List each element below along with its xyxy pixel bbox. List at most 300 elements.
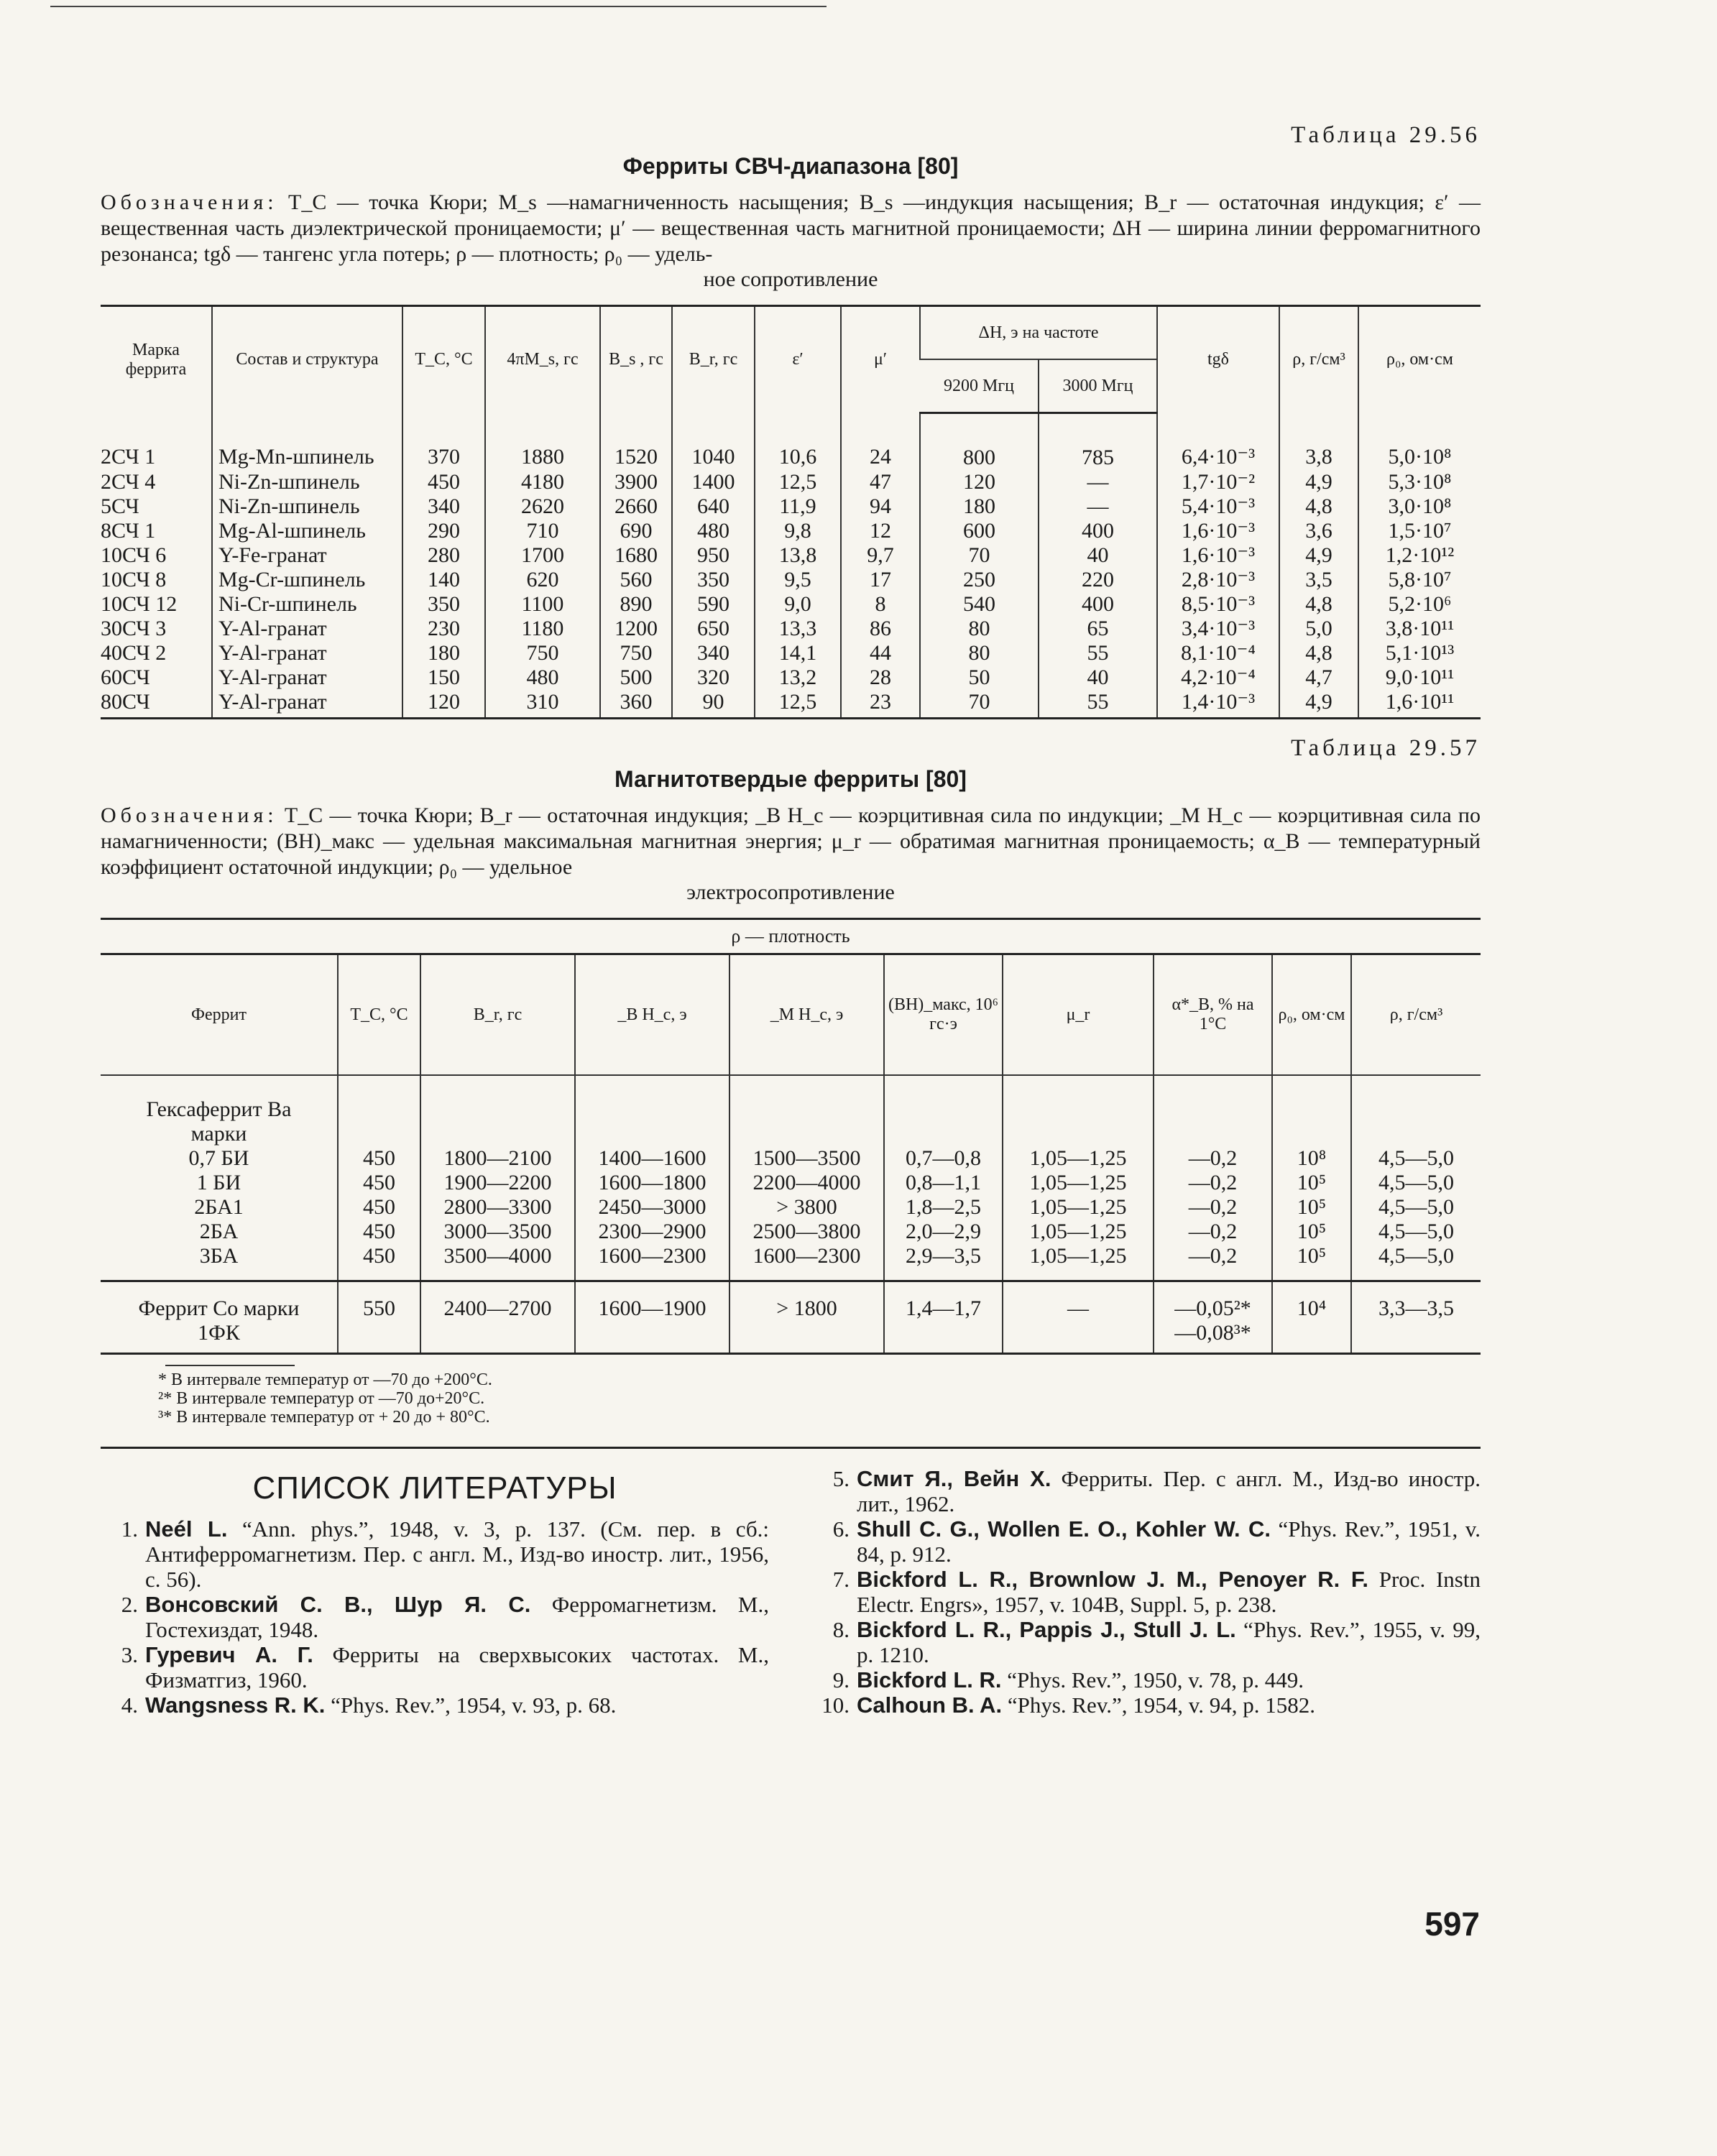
t1-cell-mu: 47 <box>841 470 920 494</box>
t1-cell-dh9200: 540 <box>920 592 1039 617</box>
reference-text: “Phys. Rev.”, 1950, v. 78, p. 449. <box>1001 1667 1304 1692</box>
t2-head-rho: ρ, г/см³ <box>1351 954 1481 1076</box>
t1-cell-mu: 86 <box>841 617 920 641</box>
t1-cell-tc: 280 <box>402 543 485 568</box>
t1-cell-eps: 14,1 <box>755 641 841 665</box>
t2-g1-cell: 2450—3000 <box>598 1195 706 1219</box>
reference-number: 6. <box>832 1516 850 1542</box>
t2-g1-col-mur <box>1003 1075 1154 1281</box>
t2-g1-cell: —0,2 <box>1188 1146 1238 1170</box>
t1-cell-br: 1400 <box>672 470 755 494</box>
t2-g2-alpha-1: —0,05²* <box>1174 1296 1251 1320</box>
table1-legend-last: ное сопротивление <box>703 267 878 291</box>
t2-g1-cell: 1600—2300 <box>752 1244 861 1268</box>
literature-left-column <box>101 1466 769 1718</box>
t2-g1-cell: 0,8—1,1 <box>906 1171 981 1194</box>
t1-cell-bs: 1680 <box>600 543 672 568</box>
t1-cell-dh3000: 40 <box>1039 543 1157 568</box>
t1-cell-dh3000: 400 <box>1039 592 1157 617</box>
t1-cell-bs: 3900 <box>600 470 672 494</box>
t2-g2-name-1: 1ФК <box>198 1321 240 1345</box>
t1-cell-br: 320 <box>672 665 755 690</box>
reference-number: 5. <box>832 1466 850 1491</box>
t1-row <box>101 665 1481 690</box>
t2-g1-cell: 1600—1800 <box>598 1171 706 1194</box>
t1-cell-dh3000: 65 <box>1039 617 1157 641</box>
t1-row <box>101 568 1481 592</box>
t1-cell-rho: 4,8 <box>1279 494 1358 519</box>
t1-row <box>101 519 1481 543</box>
reference-body <box>145 1516 769 1592</box>
t2-g1-cell: 1,05—1,25 <box>1029 1244 1127 1268</box>
t1-cell-tc: 370 <box>402 413 485 471</box>
t1-head-tc: T_C, °C <box>402 306 485 413</box>
t2-g1-col-tc <box>338 1075 420 1281</box>
t2-g1-cell: 3000—3500 <box>443 1220 552 1243</box>
table2-legend-last: электросопротивление <box>686 880 895 904</box>
t1-cell-dh9200: 50 <box>920 665 1039 690</box>
t2-hexaferrite-names <box>101 1075 338 1281</box>
t2-g1-mark-0: 0,7 БИ <box>188 1146 249 1170</box>
t1-cell-mark: 40СЧ 2 <box>101 641 167 665</box>
t1-cell-eps: 9,8 <box>755 519 841 543</box>
reference-author: Вонсовский С. В., Шур Я. С. <box>145 1592 531 1617</box>
t1-row <box>101 494 1481 519</box>
reference-number: 7. <box>832 1567 850 1592</box>
t1-cell-mu: 23 <box>841 690 920 719</box>
t1-cell-rho0: 3,0·10⁸ <box>1358 494 1481 519</box>
t1-cell-composition: Y-Fe-гранат <box>212 543 402 568</box>
t1-cell-dh3000: 55 <box>1039 690 1157 719</box>
t2-g1-col-rho <box>1351 1075 1481 1281</box>
reference-number: 4. <box>121 1692 138 1718</box>
t1-head-rho0: ρ₀, ом·см <box>1358 306 1481 413</box>
t1-cell-rho: 5,0 <box>1279 617 1358 641</box>
t2-g1-cell: 450 <box>363 1146 395 1170</box>
t2-g1-cell: 2500—3800 <box>752 1220 861 1243</box>
reference-author: Shull C. G., Wollen E. O., Kohler W. C. <box>857 1516 1271 1542</box>
t1-cell-rho0: 5,8·10⁷ <box>1358 568 1481 592</box>
t1-cell-dh9200: 800 <box>920 413 1039 471</box>
t1-cell-br: 480 <box>672 519 755 543</box>
t1-cell-tg: 3,4·10⁻³ <box>1157 617 1279 641</box>
reference-body <box>857 1567 1481 1617</box>
t1-cell-eps: 12,5 <box>755 470 841 494</box>
table2-label: Таблица 29.57 <box>1291 735 1481 761</box>
t2-head-ferrite: Феррит <box>101 954 338 1076</box>
t1-cell-rho0: 3,8·10¹¹ <box>1358 617 1481 641</box>
t1-cell-rho0: 5,1·10¹³ <box>1358 641 1481 665</box>
t2-g1-cell: 4,5—5,0 <box>1378 1146 1454 1170</box>
t1-cell-dh9200: 70 <box>920 690 1039 719</box>
table1-legend-word: Обозначения: <box>101 190 278 214</box>
reference-text: Proc. Instn Electr. Engrs», 1957, v. 104B, Suppl. 5, p. 238. <box>857 1567 1481 1617</box>
t1-cell-mu: 94 <box>841 494 920 519</box>
t1-cell-dh3000: 220 <box>1039 568 1157 592</box>
t1-cell-rho0: 1,2·10¹² <box>1358 543 1481 568</box>
t1-cell-tg: 8,1·10⁻⁴ <box>1157 641 1279 665</box>
t1-cell-composition: Mg-Al-шпинель <box>212 519 402 543</box>
t1-cell-tc: 180 <box>402 641 485 665</box>
reference-item <box>812 1667 1481 1692</box>
t2-head-bhmax: (BH)_макс, 10⁶ гс·э <box>884 954 1003 1076</box>
t2-g1-cell: 4,5—5,0 <box>1378 1195 1454 1219</box>
t1-cell-composition: Mg-Mn-шпинель <box>212 413 402 471</box>
t1-row <box>101 470 1481 494</box>
t1-head-eps: ε′ <box>755 306 841 413</box>
t2-g1-cell: 1,05—1,25 <box>1029 1171 1127 1194</box>
t1-cell-composition: Y-Al-гранат <box>212 690 402 719</box>
t1-cell-rho: 4,8 <box>1279 592 1358 617</box>
t1-cell-mu: 8 <box>841 592 920 617</box>
t2-g1-name-0: Гексаферрит Ва <box>146 1097 292 1121</box>
t1-cell-composition: Y-Al-гранат <box>212 617 402 641</box>
t1-cell-rho: 3,8 <box>1279 413 1358 471</box>
top-rule <box>50 6 827 7</box>
t1-cell-mu: 44 <box>841 641 920 665</box>
t1-cell-composition: Ni-Zn-шпинель <box>212 494 402 519</box>
t1-cell-rho0: 5,2·10⁶ <box>1358 592 1481 617</box>
t1-cell-bs: 500 <box>600 665 672 690</box>
reference-item <box>812 1692 1481 1718</box>
table1-body <box>101 413 1481 719</box>
reference-text: Ферриты. Пер. с англ. М., Изд-во иностр. лит., 1962. <box>857 1466 1481 1516</box>
t2-g1-col-rho0 <box>1272 1075 1351 1281</box>
reference-author: Смит Я., Вейн Х. <box>857 1466 1051 1491</box>
reference-body <box>145 1642 769 1692</box>
t1-cell-br: 340 <box>672 641 755 665</box>
reference-item <box>101 1516 769 1592</box>
t2-g1-cell: —0,2 <box>1188 1244 1238 1268</box>
table2-footnotes <box>101 1365 1481 1427</box>
reference-text: “Phys. Rev.”, 1954, v. 94, p. 1582. <box>1002 1692 1316 1718</box>
t1-cell-mu: 28 <box>841 665 920 690</box>
reference-item <box>812 1567 1481 1617</box>
footnote-3: ³* В интервале температур от + 20 до + 80°C. <box>158 1408 490 1427</box>
t1-cell-rho0: 5,3·10⁸ <box>1358 470 1481 494</box>
t2-g1-cell: 4,5—5,0 <box>1378 1171 1454 1194</box>
t1-cell-ms: 750 <box>485 641 600 665</box>
t1-cell-mark: 5СЧ <box>101 494 139 518</box>
reference-author: Bickford L. R., Pappis J., Stull J. L. <box>857 1617 1236 1642</box>
t1-cell-ms: 2620 <box>485 494 600 519</box>
t1-row <box>101 690 1481 719</box>
t1-cell-bs: 560 <box>600 568 672 592</box>
t2-group-hexaferrite <box>101 1075 1481 1281</box>
t2-g1-cell: 1500—3500 <box>752 1146 861 1170</box>
reference-item <box>101 1692 769 1718</box>
t1-cell-composition: Ni-Zn-шпинель <box>212 470 402 494</box>
table2 <box>101 918 1481 1355</box>
t2-g1-cell: 450 <box>363 1220 395 1243</box>
t1-cell-tg: 1,6·10⁻³ <box>1157 543 1279 568</box>
t2-g1-cell: 1800—2100 <box>443 1146 552 1170</box>
t1-cell-dh9200: 180 <box>920 494 1039 519</box>
table1-legend-text: T_C — точка Кюри; M_s —намагниченность насыщения; B_s —индукция насыщения; B_r — остаточная индукция; ε′ — вещественная часть диэлектрической проницаемости; μ′ — вещественная часть магнитной проницаемости; ΔH — ширина линии ферромагнитного резонанса; tgδ — тангенс угла потерь; ρ — плотность; ρ₀ — удель- <box>101 190 1481 266</box>
t2-g2-rho: 3,3—3,5 <box>1351 1281 1481 1354</box>
reference-body <box>857 1466 1481 1516</box>
t1-cell-tc: 290 <box>402 519 485 543</box>
reference-author: Bickford L. R. <box>857 1667 1002 1692</box>
table1-legend <box>101 190 1481 267</box>
table2-legend-text: T_C — точка Кюри; B_r — остаточная индукция; _B H_c — коэрцитивная сила по индукции; _M H_c — коэрцитивная сила по намагниченности; (BH)_макс — удельная максимальная магнитная энергия; μ_r — обратимая магнитная проницаемость; α_B — температурный коэффициент остаточной индукции; ρ₀ — удельное <box>101 803 1481 879</box>
t2-g1-mark-2: 2БА1 <box>194 1195 244 1219</box>
literature-section <box>101 1466 1481 1718</box>
t1-cell-ms: 480 <box>485 665 600 690</box>
t1-cell-rho: 4,9 <box>1279 690 1358 719</box>
t1-head-dh: ΔH, э на частоте <box>920 306 1157 360</box>
reference-number: 1. <box>121 1516 138 1542</box>
t1-cell-dh3000: — <box>1039 494 1157 519</box>
t1-cell-dh3000: 400 <box>1039 519 1157 543</box>
reference-text: “Ann. phys.”, 1948, v. 3, p. 137. (См. пер. в сб.: Антиферромагнетизм. Пер. с англ. М., Изд-во иностр. лит., 1956, с. 56). <box>145 1516 769 1592</box>
t1-cell-tc: 120 <box>402 690 485 719</box>
t2-g1-cell: 4,5—5,0 <box>1378 1220 1454 1243</box>
t1-cell-dh3000: 55 <box>1039 641 1157 665</box>
t2-g1-cell: 1600—2300 <box>598 1244 706 1268</box>
t2-g2-tc: 550 <box>338 1281 420 1354</box>
reference-body <box>857 1617 1481 1667</box>
t1-cell-rho0: 9,0·10¹¹ <box>1358 665 1481 690</box>
reference-body <box>857 1667 1304 1692</box>
reference-text: “Phys. Rev.”, 1954, v. 93, p. 68. <box>325 1692 617 1718</box>
t1-cell-ms: 310 <box>485 690 600 719</box>
t2-g1-cell: 1400—1600 <box>598 1146 706 1170</box>
t2-g1-mark-4: 3БА <box>199 1244 239 1268</box>
t1-cell-mark: 8СЧ 1 <box>101 519 156 543</box>
t1-cell-ms: 1700 <box>485 543 600 568</box>
t1-cell-br: 640 <box>672 494 755 519</box>
t1-cell-br: 350 <box>672 568 755 592</box>
t1-cell-ms: 1180 <box>485 617 600 641</box>
t1-cell-dh9200: 600 <box>920 519 1039 543</box>
page-number: 597 <box>1424 1905 1480 1943</box>
t1-cell-dh9200: 80 <box>920 617 1039 641</box>
reference-text: “Phys. Rev.”, 1951, v. 84, p. 912. <box>857 1516 1481 1567</box>
t1-cell-rho: 4,8 <box>1279 641 1358 665</box>
t2-g2-mhc: > 1800 <box>729 1281 884 1354</box>
page-content <box>101 122 1481 1718</box>
t1-cell-rho0: 1,6·10¹¹ <box>1358 690 1481 719</box>
t1-cell-composition: Y-Al-гранат <box>212 665 402 690</box>
t1-cell-mu: 24 <box>841 413 920 471</box>
t1-cell-tg: 1,6·10⁻³ <box>1157 519 1279 543</box>
t1-cell-tg: 8,5·10⁻³ <box>1157 592 1279 617</box>
footnote-1: * В интервале температур от —70 до +200°C. <box>158 1370 492 1389</box>
reference-number: 10. <box>821 1692 850 1718</box>
reference-author: Bickford L. R., Brownlow J. M., Penoyer R. F. <box>857 1567 1368 1592</box>
t1-head-mu: μ′ <box>841 306 920 413</box>
t2-g2-br: 2400—2700 <box>420 1281 575 1354</box>
t1-cell-tc: 450 <box>402 470 485 494</box>
t1-cell-ms: 620 <box>485 568 600 592</box>
t2-g1-cell: 10⁵ <box>1297 1195 1327 1219</box>
t1-cell-ms: 4180 <box>485 470 600 494</box>
t2-g1-cell: 3500—4000 <box>443 1244 552 1268</box>
t1-cell-mu: 17 <box>841 568 920 592</box>
t1-cell-dh9200: 80 <box>920 641 1039 665</box>
reference-number: 3. <box>121 1642 138 1667</box>
reference-author: Neél L. <box>145 1516 228 1542</box>
reference-text: Ферромагнетизм. М., Гостехиздат, 1948. <box>145 1592 769 1642</box>
t1-head-bs: B_s , гс <box>600 306 672 413</box>
t2-g1-cell: > 3800 <box>776 1195 837 1219</box>
t1-cell-bs: 360 <box>600 690 672 719</box>
reference-item <box>812 1466 1481 1516</box>
t2-g2-rho0: 10⁴ <box>1272 1281 1351 1354</box>
t1-cell-br: 590 <box>672 592 755 617</box>
t2-g1-name-1: марки <box>190 1122 247 1146</box>
t2-g1-col-mhc <box>729 1075 884 1281</box>
table1-label: Таблица 29.56 <box>1291 122 1481 148</box>
table1-title: Ферриты СВЧ-диапазона [80] <box>622 153 959 179</box>
t1-cell-tg: 5,4·10⁻³ <box>1157 494 1279 519</box>
t1-cell-eps: 13,3 <box>755 617 841 641</box>
t1-head-composition: Состав и структура <box>212 306 402 413</box>
t2-g1-cell: 10⁸ <box>1297 1146 1327 1170</box>
table2-title: Магнитотвердые ферриты [80] <box>614 766 967 792</box>
t1-row <box>101 413 1481 471</box>
t1-cell-dh3000: 785 <box>1039 413 1157 471</box>
t1-cell-mark: 10СЧ 12 <box>101 592 178 616</box>
t2-g1-mark-1: 1 БИ <box>196 1171 241 1194</box>
t1-cell-tc: 140 <box>402 568 485 592</box>
t1-row <box>101 617 1481 641</box>
t1-cell-rho: 4,9 <box>1279 470 1358 494</box>
t1-row <box>101 592 1481 617</box>
t1-head-br: B_r, гс <box>672 306 755 413</box>
t2-head-mhc: _M H_c, э <box>729 954 884 1076</box>
t1-cell-bs: 1200 <box>600 617 672 641</box>
t2-g1-cell: 10⁵ <box>1297 1171 1327 1194</box>
t2-g2-bhc: 1600—1900 <box>575 1281 729 1354</box>
t2-head-br: B_r, гс <box>420 954 575 1076</box>
t1-cell-rho: 4,9 <box>1279 543 1358 568</box>
t2-g1-col-bhc <box>575 1075 729 1281</box>
t2-g1-cell: 2,0—2,9 <box>906 1220 981 1243</box>
t1-cell-mark: 10СЧ 8 <box>101 568 167 591</box>
t2-g1-cell: 4,5—5,0 <box>1378 1244 1454 1268</box>
t1-cell-bs: 690 <box>600 519 672 543</box>
literature-title: СПИСОК ЛИТЕРАТУРЫ <box>252 1470 617 1506</box>
t1-cell-eps: 11,9 <box>755 494 841 519</box>
t1-cell-mark: 10СЧ 6 <box>101 543 167 567</box>
reference-text: “Phys. Rev.”, 1955, v. 99, p. 1210. <box>857 1617 1481 1667</box>
t1-cell-mark: 30СЧ 3 <box>101 617 167 640</box>
t1-cell-dh9200: 120 <box>920 470 1039 494</box>
table2-legend <box>101 803 1481 880</box>
t2-g1-cell: —0,2 <box>1188 1195 1238 1219</box>
t1-row <box>101 543 1481 568</box>
t2-g2-alpha-2: —0,08³* <box>1174 1321 1251 1345</box>
t2-g1-col-alpha <box>1154 1075 1272 1281</box>
t2-g1-cell: 2,9—3,5 <box>906 1244 981 1268</box>
t1-head-tg: tgδ <box>1157 306 1279 413</box>
t2-g1-cell: 1,05—1,25 <box>1029 1146 1127 1170</box>
t1-cell-br: 650 <box>672 617 755 641</box>
t2-g2-bhmax: 1,4—1,7 <box>884 1281 1003 1354</box>
literature-right-column <box>812 1466 1481 1718</box>
t1-cell-composition: Ni-Cr-шпинель <box>212 592 402 617</box>
literature-right-list <box>812 1466 1481 1718</box>
t2-density-note: ρ — плотность <box>101 919 1481 954</box>
t2-g2-mur: — <box>1003 1281 1154 1354</box>
t1-cell-mark: 80СЧ <box>101 690 150 714</box>
t1-head-ms: 4πM_s, гс <box>485 306 600 413</box>
t1-cell-eps: 10,6 <box>755 413 841 471</box>
t1-cell-rho: 4,7 <box>1279 665 1358 690</box>
reference-item <box>101 1642 769 1692</box>
t2-g1-cell: 2800—3300 <box>443 1195 552 1219</box>
t1-head-rho: ρ, г/см³ <box>1279 306 1358 413</box>
reference-item <box>812 1516 1481 1567</box>
t1-cell-mu: 9,7 <box>841 543 920 568</box>
t1-cell-br: 1040 <box>672 413 755 471</box>
footnote-rule <box>165 1365 295 1366</box>
reference-number: 8. <box>832 1617 850 1642</box>
t1-cell-eps: 13,8 <box>755 543 841 568</box>
table2-body <box>101 1075 1481 1354</box>
t1-cell-rho0: 5,0·10⁸ <box>1358 413 1481 471</box>
t1-cell-eps: 12,5 <box>755 690 841 719</box>
reference-body <box>145 1692 616 1718</box>
t1-cell-eps: 9,5 <box>755 568 841 592</box>
t2-co-ferrite-name <box>101 1281 338 1354</box>
t2-g1-cell: 450 <box>363 1171 395 1194</box>
t1-cell-tc: 350 <box>402 592 485 617</box>
t1-cell-tg: 1,7·10⁻² <box>1157 470 1279 494</box>
t2-head-mur: μ_r <box>1003 954 1154 1076</box>
t1-cell-bs: 1520 <box>600 413 672 471</box>
t2-g1-cell: 0,7—0,8 <box>906 1146 981 1170</box>
t2-g1-cell: 1,05—1,25 <box>1029 1220 1127 1243</box>
t1-head-f1: 9200 Мгц <box>920 359 1039 413</box>
t2-g1-cell: 1,05—1,25 <box>1029 1195 1127 1219</box>
reference-body <box>857 1516 1481 1567</box>
t1-cell-dh9200: 70 <box>920 543 1039 568</box>
t1-cell-br: 90 <box>672 690 755 719</box>
t1-cell-composition: Y-Al-гранат <box>212 641 402 665</box>
t1-cell-dh9200: 250 <box>920 568 1039 592</box>
t1-cell-ms: 1880 <box>485 413 600 471</box>
reference-text: Ферриты на сверхвысоких частотах. М., Физматгиз, 1960. <box>145 1642 769 1692</box>
t1-cell-tc: 150 <box>402 665 485 690</box>
t1-cell-composition: Mg-Cr-шпинель <box>212 568 402 592</box>
t1-cell-tg: 6,4·10⁻³ <box>1157 413 1279 471</box>
t2-head-alpha: α*_B, % на 1°C <box>1154 954 1272 1076</box>
t1-cell-rho: 3,6 <box>1279 519 1358 543</box>
t2-g1-cell: 10⁵ <box>1297 1220 1327 1243</box>
t1-cell-ms: 1100 <box>485 592 600 617</box>
reference-body <box>857 1692 1315 1718</box>
t1-cell-bs: 2660 <box>600 494 672 519</box>
t1-cell-mark: 60СЧ <box>101 665 150 689</box>
t1-cell-dh3000: 40 <box>1039 665 1157 690</box>
t2-g1-cell: —0,2 <box>1188 1220 1238 1243</box>
t1-cell-br: 950 <box>672 543 755 568</box>
reference-author: Calhoun B. A. <box>857 1692 1003 1718</box>
t2-g1-col-bhmax <box>884 1075 1003 1281</box>
t1-head-f2: 3000 Мгц <box>1039 359 1157 413</box>
t1-cell-tg: 1,4·10⁻³ <box>1157 690 1279 719</box>
reference-number: 2. <box>121 1592 138 1617</box>
table2-legend-word: Обозначения: <box>101 803 278 827</box>
t2-g1-mark-3: 2БА <box>199 1220 239 1243</box>
t2-g1-cell: 1,8—2,5 <box>906 1195 981 1219</box>
t1-cell-rho0: 1,5·10⁷ <box>1358 519 1481 543</box>
t1-cell-dh3000: — <box>1039 470 1157 494</box>
t1-cell-eps: 13,2 <box>755 665 841 690</box>
